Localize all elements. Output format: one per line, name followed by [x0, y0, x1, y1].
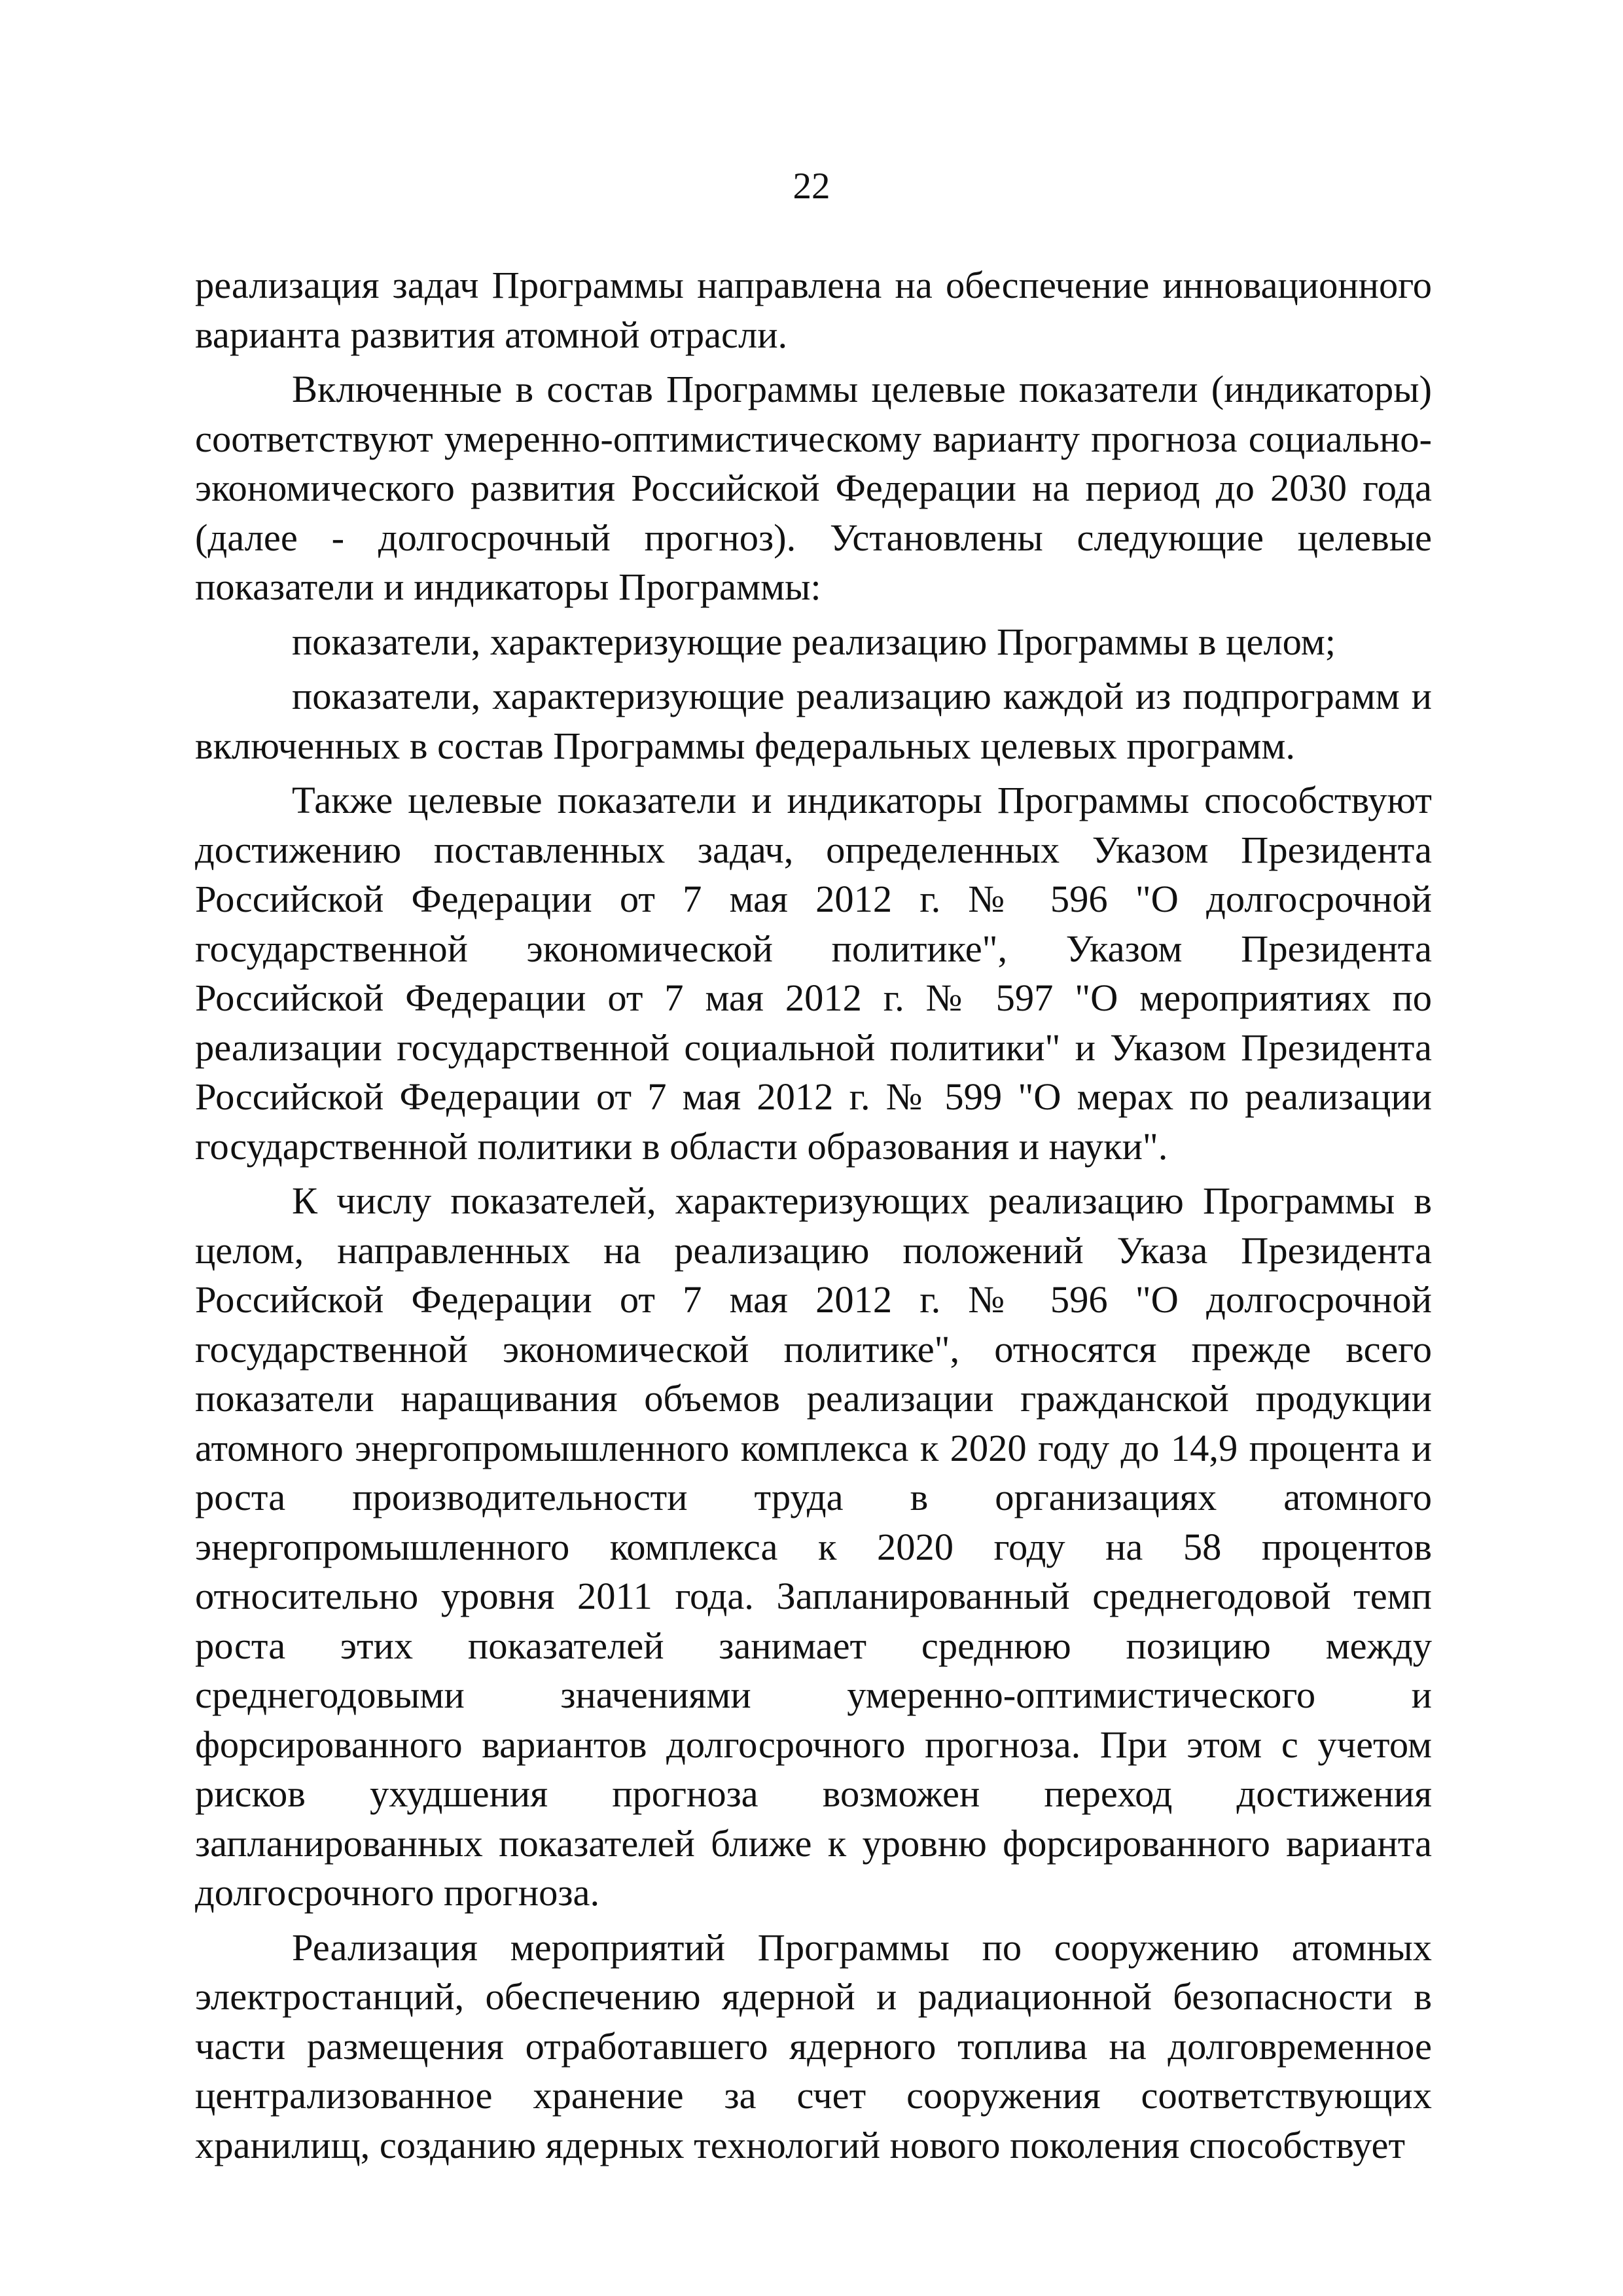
list-item-subprogram-indicators: показатели, характеризующие реализацию каждой из подпрограмм и включенных в состав Программы федеральных целевых программ.: [195, 675, 1432, 767]
paragraph-program-measures: Реализация мероприятий Программы по сооружению атомных электростанций, обеспечению ядерной и радиационной безопасности в части размещения отработавшего ядерного топлива на долговременное централизованное хранение за счет сооружения соответствующих хранилищ, созданию ядерных технологий нового поколения способствует: [195, 1926, 1432, 2166]
paragraph-presidential-decrees: Также целевые показатели и индикаторы Программы способствуют достижению поставленных задач, определенных Указом Президента Российской Федерации от 7 мая 2012 г. № 596 "О долгосрочной государственной экономической политике", Указом Президента Российской Федерации от 7 мая 2012 г. № 597 "О мероприятиях по реализации государственной социальной политики" и Указом Президента Российской Федерации от 7 мая 2012 г. № 599 "О мерах по реализации государственной политики в области образования и науки".: [195, 779, 1432, 1168]
list-item-program-indicators: показатели, характеризующие реализацию Программы в целом;: [292, 620, 1336, 663]
body-text: [195, 260, 1432, 2175]
page-number: 22: [793, 166, 830, 207]
paragraph-continuation: реализация задач Программы направлена на обеспечение инновационного варианта развития атомной отрасли.: [195, 264, 1432, 356]
paragraph-target-indicators: Включенные в состав Программы целевые показатели (индикаторы) соответствуют умеренно-оптимистическому варианту прогноза социально-экономического развития Российской Федерации на период до 2030 года (далее - долгосрочный прогноз). Установлены следующие целевые показатели и индикаторы Программы:: [195, 368, 1432, 608]
paragraph-indicators-detail: К числу показателей, характеризующих реализацию Программы в целом, направленных на реализацию положений Указа Президента Российской Федерации от 7 мая 2012 г. № 596 "О долгосрочной государственной экономической политике", относятся прежде всего показатели наращивания объемов реализации гражданской продукции атомного энергопромышленного комплекса к 2020 году до 14,9 процента и роста производительности труда в организациях атомного энергопромышленного комплекса к 2020 году на 58 процентов относительно уровня 2011 года. Запланированный среднегодовой темп роста этих показателей занимает среднюю позицию между среднегодовыми значениями умеренно-оптимистического и форсированного вариантов долгосрочного прогноза. При этом с учетом рисков ухудшения прогноза возможен переход достижения запланированных показателей ближе к уровню форсированного варианта долгосрочного прогноза.: [195, 1179, 1432, 1914]
